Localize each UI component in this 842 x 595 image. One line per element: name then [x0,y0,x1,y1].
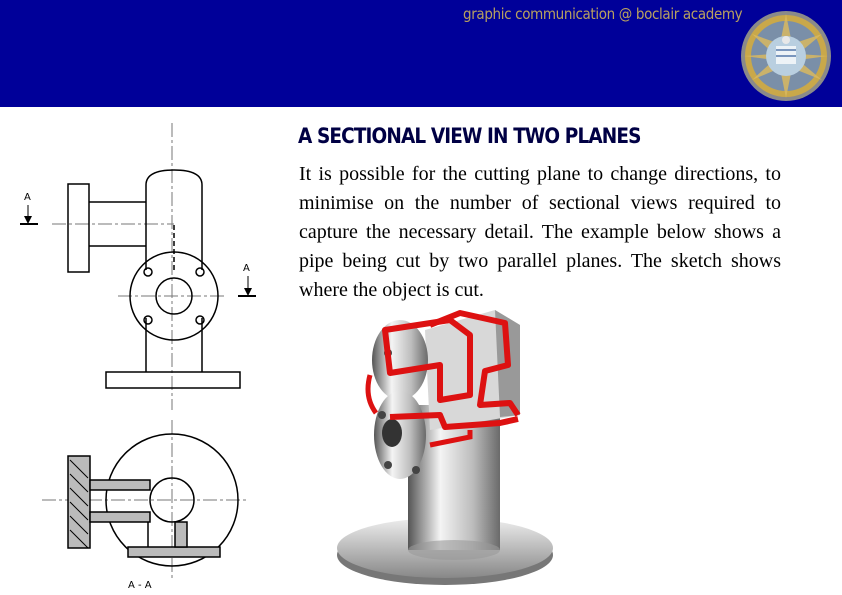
orthographic-drawing [0,107,300,595]
section-view [42,420,248,580]
sectioned-pipe-sketch-icon [330,305,560,590]
header-banner [0,0,842,107]
front-elevation [20,123,256,410]
academy-crest-icon [740,10,832,102]
slide-title: A SECTIONAL VIEW IN TWO PLANES [298,124,641,148]
brand-text: graphic communication @ boclair academy [462,5,742,23]
plane-label-right: A [243,263,250,274]
section-label: A - A [128,580,152,591]
plane-label-left: A [24,192,31,203]
body-paragraph: It is possible for the cutting plane to change directions, to minimise on the number of sectional views required to capture the necessary detail. The example below shows a pipe being cut by two parallel planes. The sketch shows where the object is cut. [299,163,781,301]
